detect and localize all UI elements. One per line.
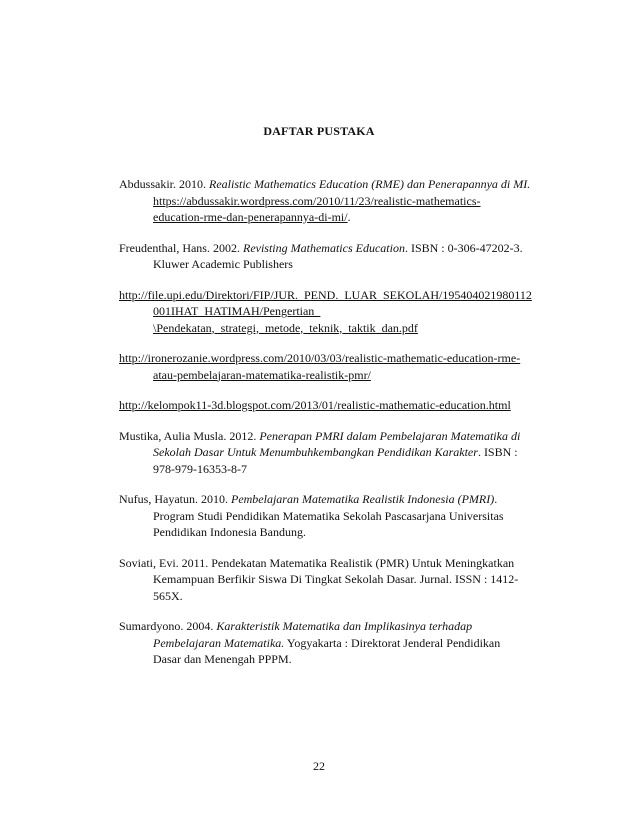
reference-text: Freudenthal, Hans. 2002.	[119, 240, 243, 255]
reference-text: Pendidikan Indonesia Bandung.	[153, 525, 306, 539]
reference-text: Nufus, Hayatun. 2010.	[119, 492, 231, 506]
reference-entry-freudenthal	[119, 240, 560, 273]
reference-title-continued: Pembelajaran Matematika.	[153, 635, 285, 650]
reference-title: Penerapan PMRI dalam Pembelajaran Matematika di	[259, 428, 521, 443]
reference-title: Realistic Mathematics Education (RME) dan Penerapannya di MI.	[209, 177, 531, 191]
reference-publisher: Kluwer Academic Publishers	[153, 257, 293, 271]
reference-title: Karakteristik Matematika dan Implikasinya terhadap	[216, 619, 473, 633]
reference-link[interactable]: http://ironerozanie.wordpress.com/2010/03/03/realistic-mathematic-education-rme- atau-pembelajaran-matematika-realistik-pmr/	[119, 351, 521, 382]
reference-text: Dasar dan Menengah PPPM.	[153, 652, 292, 666]
reference-link[interactable]: http://file.upi.edu/Direktori/FIP/JUR._PEND._LUAR_SEKOLAH/195404021980112 001IHAT_HATIMAH/Pengertian_ \Pendekatan,_strategi,_metode,_teknik,_taktik_dan.pdf	[119, 287, 532, 335]
reference-entry-abdussakir: Abdussakir. 2010. Realistic Mathematics Education (RME) dan Penerapannya di MI. https://abdussakir.wordpress.com/2010/11/23/realistic-mathematics- education-rme-dan-penerapannya-di-mi/.	[119, 177, 531, 224]
reference-title: Pembelajaran Matematika Realistik Indonesia (PMRI)	[230, 492, 495, 506]
reference-text: Sumardyono. 2004.	[119, 619, 217, 633]
reference-text: . ISBN : 0-306-47202-3.	[404, 240, 523, 255]
reference-text: Program Studi Pendidikan Matematika Sekolah Pascasarjana Universitas	[153, 508, 504, 523]
reference-text: Mustika, Aulia Musla. 2012.	[119, 428, 260, 443]
reference-text: 565X.	[153, 588, 183, 603]
reference-text: Yogyakarta : Direktorat Jenderal Pendidikan	[284, 635, 501, 650]
reference-text: . ISBN :	[477, 445, 518, 459]
reference-link[interactable]: http://kelompok11-3d.blogspot.com/2013/01/realistic-mathematic-education.html	[119, 398, 511, 412]
reference-entry-kelompok11[interactable]	[119, 397, 560, 414]
reference-text: Abdussakir. 2010.	[119, 177, 209, 191]
page-title: DAFTAR PUSTAKA	[263, 124, 375, 138]
reference-entry-mustika	[119, 428, 560, 478]
reference-text: Kemampuan Berfikir Siswa Di Tingkat Sekolah Dasar. Jurnal. ISSN : 1412-	[153, 572, 519, 586]
reference-title: Revisting Mathematics Education	[242, 240, 405, 255]
reference-text: Soviati, Evi. 2011. Pendekatan Matematika Realistik (PMR) Untuk Meningkatkan	[119, 555, 515, 570]
reference-entry-soviati	[119, 555, 560, 605]
reference-entry-nufus: Nufus, Hayatun. 2010. Pembelajaran Matematika Realistik Indonesia (PMRI). Program Studi Pendidikan Matematika Sekolah Pascasarjana Universitas Pendidikan Indonesia Bandung.	[119, 492, 504, 539]
reference-entry-upi[interactable]	[119, 287, 560, 337]
page-number: 22	[313, 759, 325, 773]
reference-link[interactable]: https://abdussakir.wordpress.com/2010/11/23/realistic-mathematics- education-rme-dan-penerapannya-di-mi/	[153, 193, 481, 224]
reference-entry-ironerozanie[interactable]	[119, 350, 560, 383]
reference-entry-sumardyono	[119, 618, 560, 668]
reference-list	[119, 176, 560, 682]
reference-title-continued: Sekolah Dasar Untuk Menumbuhkembangkan Pendidikan Karakter	[153, 445, 478, 459]
reference-isbn: 978-979-16353-8-7	[153, 461, 247, 476]
